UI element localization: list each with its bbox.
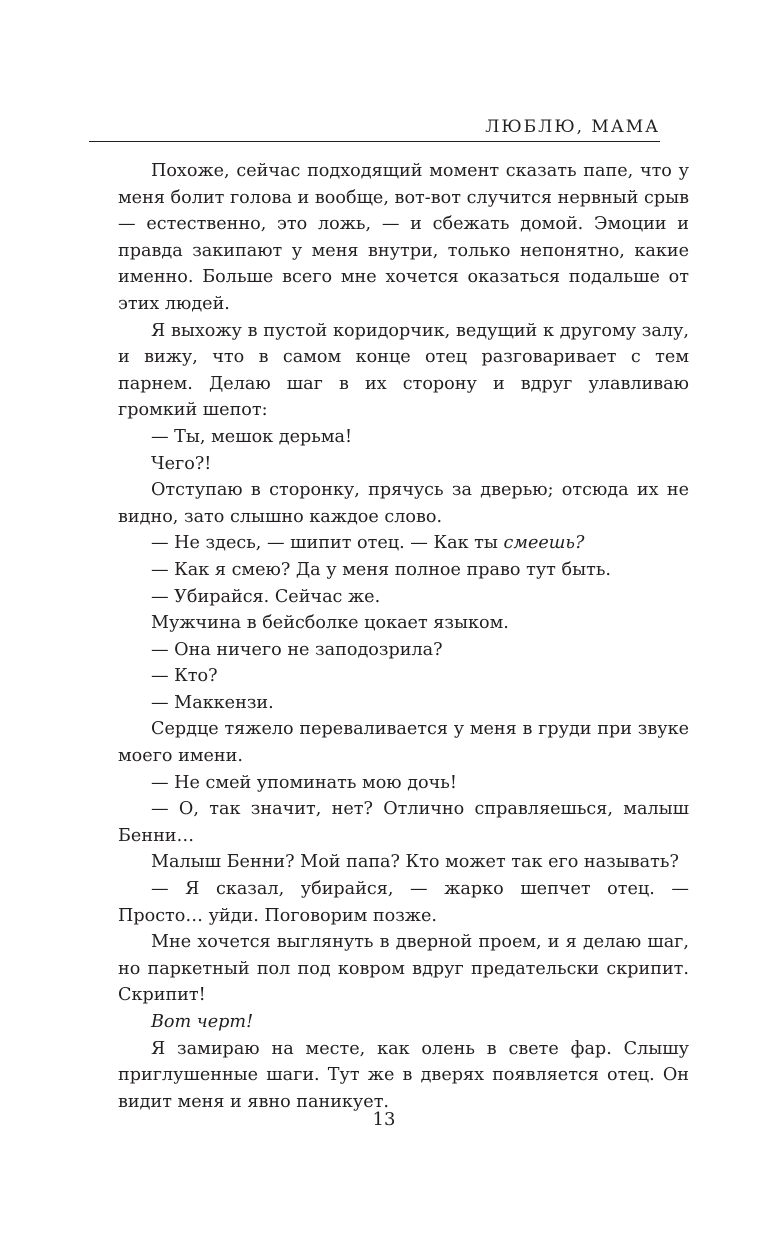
emphasis-text: Вот черт! <box>151 1012 254 1032</box>
paragraph: — Ты, мешок дерьма! <box>151 426 353 447</box>
paragraph: Я замираю на месте, как олень в свете фар. Слышу приглушенные шаги. Тут же в дверях появляется отец. Он видит меня и явно паникует. <box>118 1038 689 1112</box>
paragraph <box>118 1009 689 1036</box>
paragraph <box>118 530 689 557</box>
paragraph: — Она ничего не заподозрила? <box>151 639 443 660</box>
paragraph: Мужчина в бейсболке цокает языком. <box>151 613 509 634</box>
paragraph: — Кто? <box>151 666 218 687</box>
paragraph: — Я сказал, убирайся, — жарко шепчет отец. — Просто… уйди. Поговорим позже. <box>118 879 689 926</box>
page-number: 13 <box>372 1109 396 1130</box>
paragraph: Чего?! <box>151 453 212 474</box>
paragraph: — Как я смею? Да у меня полное право тут быть. <box>151 559 612 580</box>
paragraph: — Маккензи. <box>151 692 274 713</box>
paragraph: Малыш Бенни? Мой папа? Кто может так его называть? <box>151 852 679 873</box>
dialogue-text: — Не здесь, — шипит отец. — Как ты <box>151 533 504 554</box>
header-rule <box>89 141 660 142</box>
paragraph: Отступаю в сторонку, прячусь за дверью; отсюда их не видно, зато слышно каждое слово. <box>118 480 689 527</box>
paragraph: — Убирайся. Сейчас же. <box>151 586 381 607</box>
paragraph: Мне хочется выглянуть в дверной проем, и я делаю шаг, но паркетный пол под ковром вдруг предательски скрипит. Скрипит! <box>118 932 689 1006</box>
paragraph: Я выхожу в пустой коридорчик, ведущий к другому залу, и вижу, что в самом конце отец разговаривает с тем парнем. Делаю шаг в их сторону и вдруг улавливаю громкий шепот: <box>118 320 689 421</box>
paragraph: — Не смей упоминать мою дочь! <box>151 772 457 793</box>
running-head: ЛЮБЛЮ, МАМА <box>485 117 660 137</box>
paragraph: Похоже, сейчас подходящий момент сказать папе, что у меня болит голова и вообще, вот-вот случится нервный срыв — естественно, это ложь, — и сбежать домой. Эмоции и правда закипают у меня внутри, только непонятно, какие именно. Больше всего мне хочется оказаться подальше от этих людей. <box>118 161 689 314</box>
paragraph: Сердце тяжело переваливается у меня в груди при звуке моего имени. <box>118 719 689 767</box>
emphasis-text: смеешь? <box>503 533 585 554</box>
body-text <box>118 158 689 1115</box>
paragraph: — О, так значит, нет? Отлично справляешься, малыш Бенни… <box>118 799 689 846</box>
